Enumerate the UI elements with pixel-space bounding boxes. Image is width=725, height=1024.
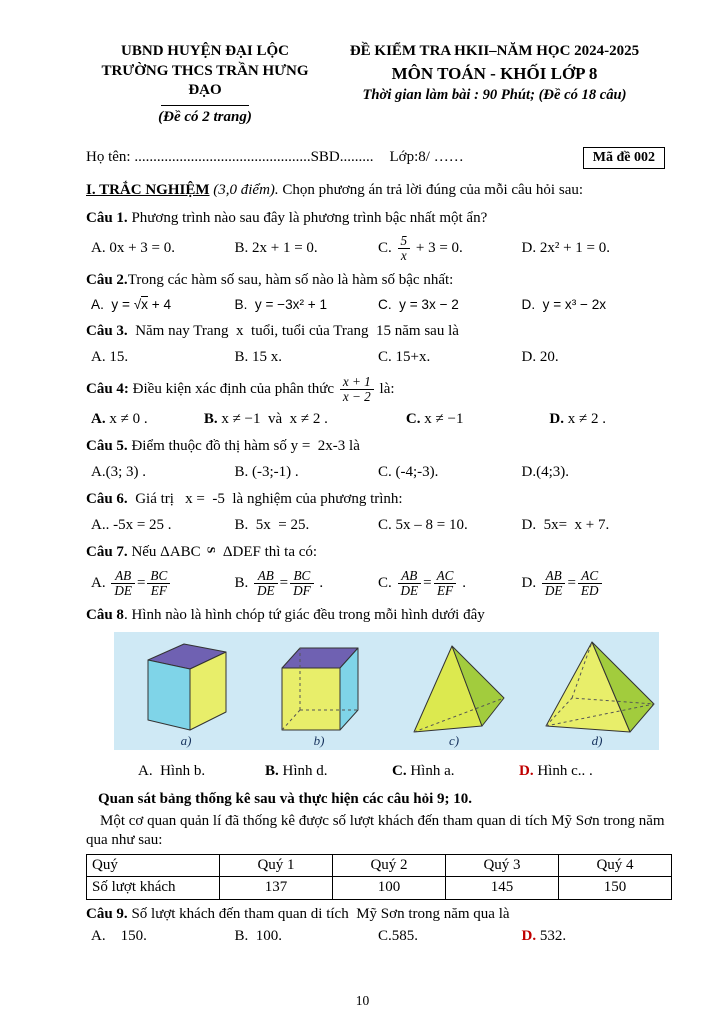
question-7-options xyxy=(86,569,665,598)
stats-paragraph: Một cơ quan quản lí đã thống kê được số lượt khách đến tham quan di tích Mỹ Sơn trong năm qua như sau: xyxy=(86,812,665,849)
question-5-options xyxy=(86,463,665,483)
figure-a-triangular-prism xyxy=(148,644,226,730)
option-b: B. x ≠ −1 và x ≠ 2 . xyxy=(203,410,328,427)
question-1-stem: Phương trình nào sau đây là phương trình bậc nhất một ẩn? xyxy=(127,209,488,226)
option-b: B. $\frac{AB}{DE}$ = $\frac{BC}{DF}$ . xyxy=(234,567,324,598)
fraction: $\frac{x + 1}{x - 2}$ xyxy=(340,375,374,404)
option-a: A. y = √x + 4 xyxy=(91,297,172,313)
option-d: D. Hình c.. . xyxy=(519,762,593,779)
option-c: C. (-4;-3). xyxy=(378,463,439,480)
section-instruction: Chọn phương án trả lời đúng của mỗi câu hỏi sau: xyxy=(278,182,584,199)
fraction: $\frac{BC}{DF}$ xyxy=(290,569,314,598)
figure-label-a: a) xyxy=(180,733,192,749)
question-8-stem: . Hình nào là hình chóp tứ giác đều trong mỗi hình dưới đây xyxy=(123,606,485,623)
question-3 xyxy=(86,322,665,367)
option-b: B. 100. xyxy=(234,928,283,945)
exam-header xyxy=(86,42,665,127)
question-5-stem: Điểm thuộc đồ thị hàm số y = 2x-3 là xyxy=(127,438,360,455)
figure-b-rectangular-box xyxy=(282,648,358,730)
option-a: A. 0x + 3 = 0. xyxy=(91,239,176,256)
fraction: $\frac{5}{x}$ xyxy=(398,234,411,263)
option-b: B. 2x + 1 = 0. xyxy=(234,239,318,256)
table-cell: Quý 2 xyxy=(333,854,446,877)
duration-note: Thời gian làm bài : 90 Phút; (Đề có 18 câu) xyxy=(362,86,627,103)
option-c: C. Hình a. xyxy=(392,762,455,779)
section-points: (3,0 điểm). xyxy=(209,182,279,199)
option-d: D. 5x= x + 7. xyxy=(521,516,610,533)
option-a: A. 15. xyxy=(91,348,129,365)
option-d: D. 2x² + 1 = 0. xyxy=(521,239,610,256)
name-sbd-line: Họ tên: ...............................................SBD......... xyxy=(86,149,374,166)
question-9-stem: Số lượt khách đến tham quan di tích Mỹ Sơn trong năm qua là xyxy=(127,905,510,922)
figure-label-b: b) xyxy=(313,733,325,749)
radicand: x xyxy=(141,297,148,313)
question-5-label: Câu 5. xyxy=(86,438,128,455)
option-d: D. 20. xyxy=(521,348,559,365)
question-4-options xyxy=(86,410,665,430)
similar-symbol: S xyxy=(204,546,219,554)
exam-code-box: Mã đề 002 xyxy=(583,147,665,169)
school-name-line2: ĐẠO xyxy=(188,82,222,98)
fraction: $\frac{AB}{DE}$ xyxy=(542,569,566,598)
question-5 xyxy=(86,437,665,482)
figure-label-d: d) xyxy=(591,733,603,749)
question-4-stem: Câu 4: Điều kiện xác định của phân thức $\frac{x + 1}{x - 2}$ là: xyxy=(86,374,395,404)
question-1-options xyxy=(86,234,665,263)
visitor-stats-table xyxy=(86,854,672,900)
table-cell: Quý 1 xyxy=(220,854,333,877)
question-2-stem: Trong các hàm số sau, hàm số nào là hàm số bậc nhất: xyxy=(127,271,454,288)
exam-title: ĐỀ KIỂM TRA HKII–NĂM HỌC 2024-2025 xyxy=(349,43,640,59)
option-a: A.. -5x = 25 . xyxy=(91,516,172,533)
header-divider-line xyxy=(161,105,249,106)
solids-figure xyxy=(114,632,659,750)
question-7 xyxy=(86,543,665,597)
option-a: A. $\frac{AB}{DE}$ = $\frac{BC}{EF}$ xyxy=(91,569,235,598)
fraction: $\frac{AB}{DE}$ xyxy=(254,569,278,598)
question-7-stem: Câu 7. Nếu ΔABC S ΔDEF thì ta có: xyxy=(86,544,318,561)
table-cell: 150 xyxy=(559,877,672,900)
option-a: A.(3; 3) . xyxy=(91,463,146,480)
question-2 xyxy=(86,271,665,314)
fraction: $\frac{AB}{DE}$ xyxy=(398,569,422,598)
page-number: 10 xyxy=(355,993,370,1009)
question-6-label: Câu 6. xyxy=(86,491,128,508)
question-8-label: Câu 8 xyxy=(86,606,124,623)
school-name-line1: TRƯỜNG THCS TRẦN HƯNG xyxy=(101,62,309,79)
question-4 xyxy=(86,375,665,429)
sqrt-symbol: √ xyxy=(133,297,142,313)
fraction: $\frac{BC}{EF}$ xyxy=(147,569,170,598)
option-c: C. $\frac{5}{x}$ + 3 = 0. xyxy=(378,233,463,264)
fraction: $\frac{AC}{ED}$ xyxy=(578,569,602,598)
option-b: B. y = −3x² + 1 xyxy=(234,297,328,313)
option-b: B. 5x = 25. xyxy=(234,516,310,533)
option-d: D.(4;3). xyxy=(521,463,569,480)
table-cell: Số lượt khách xyxy=(87,877,220,900)
option-d: D. x ≠ 2 . xyxy=(549,410,606,427)
question-3-label: Câu 3. xyxy=(86,323,128,340)
student-info-row xyxy=(86,147,665,169)
question-6-options xyxy=(86,516,665,536)
fraction: $\frac{AB}{DE}$ xyxy=(111,569,135,598)
question-3-options xyxy=(86,348,665,368)
class-line: Lớp:8/ …… xyxy=(389,149,464,166)
question-2-options xyxy=(86,296,665,314)
option-d: D. y = x³ − 2x xyxy=(521,297,607,313)
pages-note: (Đề có 2 trang) xyxy=(158,108,252,125)
table-cell: Quý 3 xyxy=(446,854,559,877)
stats-lead: Quan sát bảng thống kê sau và thực hiện các câu hỏi 9; 10. xyxy=(98,791,473,808)
question-9-label: Câu 9. xyxy=(86,905,128,922)
option-c: C. 5x – 8 = 10. xyxy=(378,516,468,533)
table-cell: Quý 4 xyxy=(559,854,672,877)
table-cell: 137 xyxy=(220,877,333,900)
option-c: C.585. xyxy=(378,928,419,945)
question-4-label: Câu 4: xyxy=(86,380,129,397)
question-6-stem: Giá trị x = -5 là nghiệm của phương trình: xyxy=(127,491,403,508)
option-d: D. $\frac{AB}{DE}$ = $\frac{AC}{ED}$ xyxy=(522,569,666,598)
question-6 xyxy=(86,490,665,535)
option-b: B. (-3;-1) . xyxy=(234,463,299,480)
question-9-options xyxy=(86,927,665,947)
section-heading xyxy=(86,181,665,201)
option-d: D. 532. xyxy=(521,928,567,945)
option-c: C. x ≠ −1 xyxy=(405,410,464,427)
table-data-row xyxy=(87,877,672,900)
table-cell: 100 xyxy=(333,877,446,900)
question-1 xyxy=(86,209,665,263)
option-c: C. y = 3x − 2 xyxy=(378,297,459,313)
option-a: A. x ≠ 0 . xyxy=(91,410,148,427)
table-header-row xyxy=(87,854,672,877)
question-1-label: Câu 1. xyxy=(86,209,128,226)
question-8 xyxy=(86,606,665,782)
school-block xyxy=(86,42,324,127)
table-cell: 145 xyxy=(446,877,559,900)
option-c: C. $\frac{AB}{DE}$ = $\frac{AC}{EF}$ . xyxy=(378,567,466,598)
subject-title: MÔN TOÁN - KHỐI LỚP 8 xyxy=(391,63,598,83)
exam-title-block xyxy=(324,42,665,127)
question-7-label: Câu 7. xyxy=(86,544,128,561)
question-8-options xyxy=(138,762,646,782)
question-3-stem: Năm nay Trang x tuổi, tuổi của Trang 15 năm sau là xyxy=(127,323,459,340)
question-2-label: Câu 2. xyxy=(86,271,128,288)
table-cell: Quý xyxy=(87,854,220,877)
question-9 xyxy=(86,905,665,947)
option-b: B. 15 x. xyxy=(234,348,283,365)
figure-label-c: c) xyxy=(448,733,460,749)
agency-name: UBND HUYỆN ĐẠI LỘC xyxy=(121,43,289,59)
option-a: A. Hình b. xyxy=(138,762,206,779)
option-b: B. Hình d. xyxy=(265,762,328,779)
fraction: $\frac{AC}{EF}$ xyxy=(434,569,457,598)
option-a: A. 150. xyxy=(91,928,147,945)
section-title: I. TRẮC NGHIỆM xyxy=(86,182,210,199)
option-c: C. 15+x. xyxy=(378,348,431,365)
question-8-figure xyxy=(114,632,665,757)
